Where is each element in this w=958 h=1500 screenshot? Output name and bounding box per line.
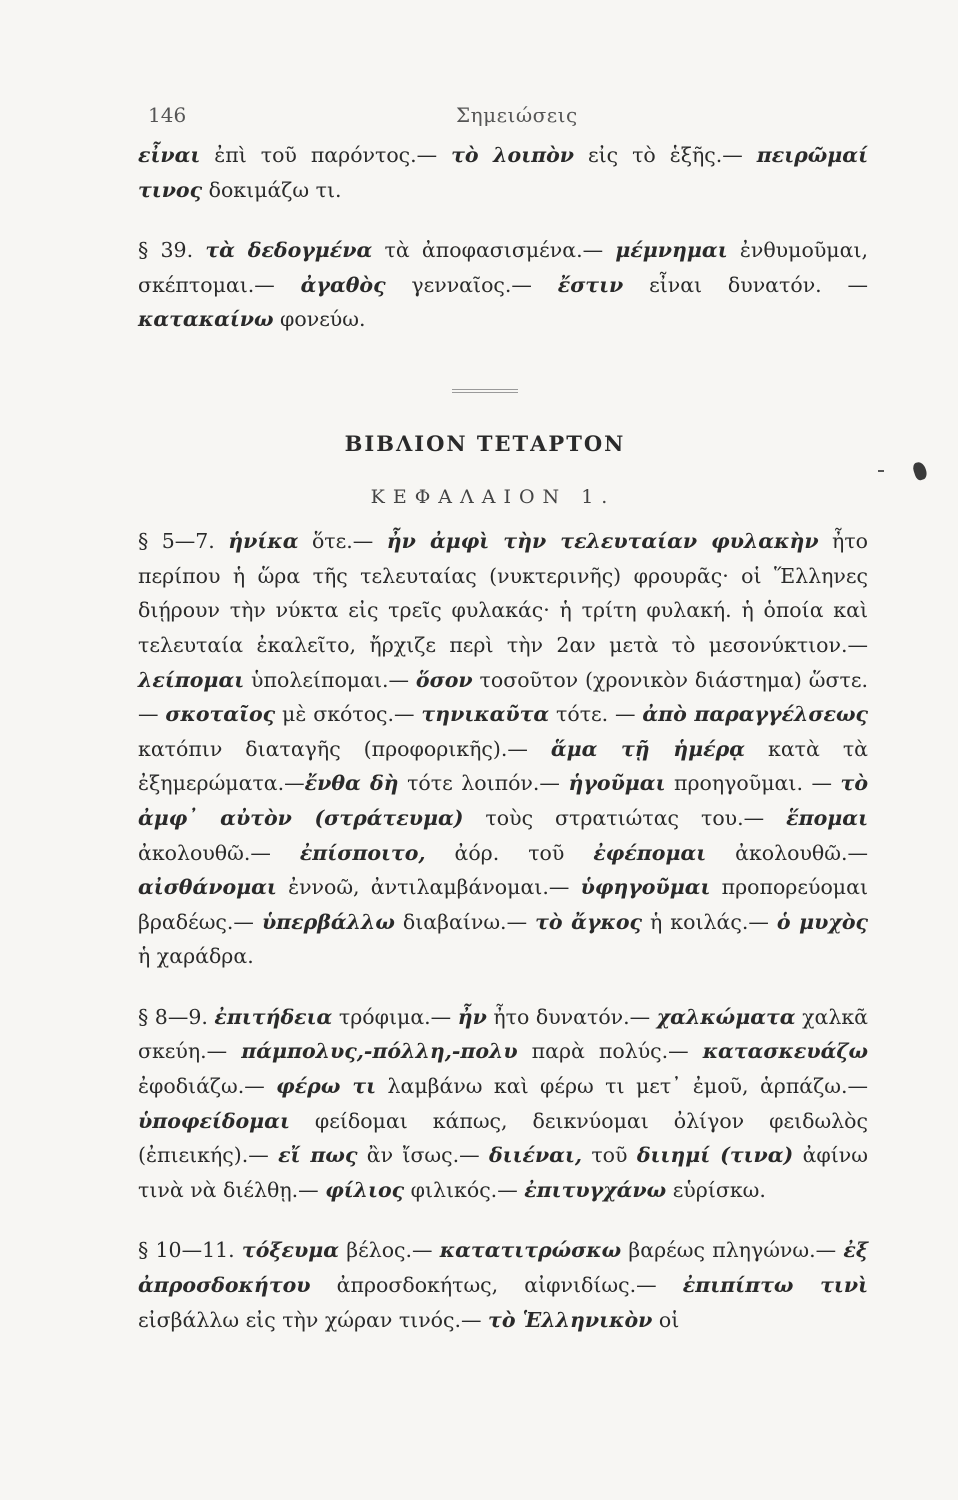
gloss-text: τρόφιμα.— (332, 1004, 458, 1029)
gloss-text: § 5—7. (138, 529, 229, 554)
gloss-text: κατόπιν διαταγῆς (προφορικῆς).— (138, 736, 551, 761)
chapter-title: ΚΕΦΑΛΑΙΟΝ 1. (370, 485, 616, 508)
glossary-term: εἴ πως (278, 1143, 358, 1168)
glossary-term: τόξευμα (241, 1238, 339, 1263)
gloss-text: ἀόρ. τοῦ (425, 840, 594, 865)
gloss-text: τοὺς στρατιώτας του.— (463, 805, 787, 830)
gloss-text: μὲ σκότος.— (275, 702, 422, 727)
glossary-term: ὑφηγοῦμαι (580, 875, 711, 900)
glossary-term: ἅμα τῇ ἡμέρᾳ (550, 736, 746, 761)
running-title: Σημειώσεις (456, 103, 578, 127)
glossary-term: ἀπὸ παραγγέλσεως (642, 702, 868, 727)
page-header (138, 98, 868, 138)
glossary-term: ὅσον (415, 667, 473, 692)
glossary-term: ἐπιτυγχάνω (524, 1177, 667, 1202)
gloss-text: τότε. — (549, 702, 643, 727)
gloss-text: ἐπὶ τοῦ παρόντος.— (200, 143, 452, 167)
ink-dash (878, 470, 884, 472)
gloss-text: παρὰ πολύς.— (517, 1039, 703, 1064)
gloss-text: χαλκᾶ σκεύη.— (138, 1004, 869, 1064)
book-title: ΒΙΒΛΙΟΝ ΤΕΤΑΡΤΟΝ (344, 430, 626, 456)
glossary-term: ἡγοῦμαι (568, 771, 666, 796)
glossary-term: ὑποφείδομαι (138, 1108, 290, 1133)
glossary-term: χαλκώματα (656, 1004, 796, 1029)
gloss-text: εὑρίσκω. (666, 1177, 766, 1202)
glossary-term: φίλιος (325, 1177, 405, 1202)
glossary-term: σκοταῖος (165, 702, 276, 727)
paragraph-section-10-11 (138, 1233, 868, 1337)
gloss-text: ἀκολουθῶ.— (706, 840, 868, 865)
gloss-text: τὰ ἀποφασισμένα.— (372, 238, 616, 263)
gloss-text: δοκιμάζω τι. (202, 177, 342, 202)
glossary-term: φέρω τι (276, 1074, 377, 1099)
gloss-text: βαρέως πληγώνω.— (621, 1238, 844, 1263)
glossary-term: ἀγαθὸς (300, 272, 386, 297)
gloss-text: ἀπροσδοκήτως, αἰφνιδίως.— (310, 1273, 683, 1298)
gloss-text: § 8—9. (138, 1004, 215, 1029)
gloss-text: τότε λοιπόν.— (398, 771, 569, 796)
glossary-term: κατατιτρώσκω (439, 1238, 622, 1263)
glossary-term: αἰσθάνομαι (138, 875, 277, 900)
glossary-term: ἐπίσποιτο, (299, 840, 426, 865)
gloss-text: κατὰ τὰ ἐξημερώματα.— (138, 736, 869, 796)
glossary-term: ἦν ἀμφὶ τὴν τελευταίαν φυλακὴν (386, 529, 819, 554)
gloss-text: § 39. (138, 238, 206, 263)
gloss-text: φείδομαι κάπως, δεικνύομαι ὀλίγον φειδωλὸς (ἐπιεικής).— (138, 1108, 868, 1168)
glossary-term: μέμνημαι (615, 238, 728, 263)
gloss-text: τοσοῦτον (χρονικὸν διάστημα) ὥστε.— (138, 667, 868, 727)
gloss-text: φιλικός.— (404, 1177, 525, 1202)
gloss-text: βέλος.— (339, 1238, 440, 1263)
gloss-text: § 10—11. (138, 1238, 242, 1263)
gloss-text: ἡ χαράδρα. (138, 944, 254, 969)
glossary-term: ἐπιτήδεια (214, 1004, 333, 1029)
gloss-text: τοῦ (582, 1143, 637, 1168)
gloss-text: ἐφοδιάζω.— (138, 1074, 277, 1099)
paragraph-section-39 (138, 233, 868, 337)
gloss-text: διαβαίνω.— (394, 909, 536, 934)
gloss-text: ἀκολουθῶ.— (138, 840, 300, 865)
gloss-text: φονεύω. (273, 307, 366, 332)
section-divider (452, 389, 518, 393)
glossary-term: τὸ Ἑλληνικὸν (488, 1307, 653, 1332)
spacer (138, 974, 868, 1000)
gloss-text: ἐννοῶ, ἀντιλαμβάνομαι.— (276, 875, 581, 900)
glossary-term: πάμπολυς,-πόλλη,-πολυ (241, 1039, 518, 1064)
glossary-term: τὸ ἄγκος (535, 909, 643, 934)
page (138, 98, 868, 1337)
gloss-text: ἐνθυμοῦμαι, σκέπτομαι.— (138, 238, 868, 297)
spacer (138, 207, 868, 233)
gloss-text: ὑπολείπομαι.— (244, 667, 416, 692)
gloss-text: προηγοῦμαι. — (665, 771, 841, 796)
glossary-term: ὑπερβάλλω (261, 909, 395, 934)
gloss-text: εἶναι δυνατόν. — (623, 272, 868, 297)
gloss-text: προπορεύομαι βραδέως.— (138, 875, 868, 934)
glossary-term: διιέναι, (488, 1143, 583, 1168)
glossary-term: ἐφέπομαι (593, 840, 707, 865)
gloss-text: ἡ κοιλάς.— (642, 909, 777, 934)
gloss-text: ὅτε.— (298, 529, 387, 554)
glossary-term: τὸ λοιπὸν (451, 143, 575, 167)
glossary-term: κατακαίνω (138, 307, 274, 332)
glossary-term: διιημί (τινα) (636, 1143, 794, 1168)
gloss-text: λαμβάνω καὶ φέρω τι μετ᾽ ἐμοῦ, ἁρπάζω.— (376, 1074, 868, 1099)
spacer (138, 1207, 868, 1233)
glossary-term: κατασκευάζω (702, 1039, 868, 1064)
glossary-term: εἶναι (138, 143, 201, 167)
gloss-text: εἰσβάλλω εἰς τὴν χώραν τινός.— (138, 1307, 489, 1332)
paragraph-section-5-7 (138, 524, 868, 974)
glossary-term: ὁ μυχὸς (776, 909, 869, 934)
glossary-term: τὰ δεδογμένα (205, 238, 373, 263)
paragraph-section-8-9 (138, 1000, 868, 1208)
glossary-term: ἦν (457, 1004, 487, 1029)
glossary-term: τηνικαῦτα (421, 702, 550, 727)
glossary-term: ἔστιν (557, 272, 624, 297)
gloss-text: ἦτο περίπου ἡ ὥρα τῆς τελευταίας (νυκτερινῆς) φρουρᾶς· οἱ Ἕλληνες διῄρουν τὴν νύκτα εἰς τρεῖς φυλακάς· ἡ τρίτη φυλακή. ἡ ὁποία καὶ τελευταία ἐκαλεῖτο, ἤρχιζε περὶ τὴν 2αν μετὰ τὸ μεσονύκτιον.— (138, 529, 869, 657)
glossary-term: ἐπιπίπτω τινὶ (682, 1273, 868, 1298)
glossary-term: ἐξ ἀπροσδοκήτου (138, 1238, 868, 1298)
glossary-term: τὸ ἀμφ᾽ αὐτὸν (στράτευμα) (138, 771, 868, 830)
gloss-text: γενναῖος.— (385, 272, 558, 297)
glossary-term: ἡνίκα (228, 529, 299, 554)
glossary-term: ἔνθα δὴ (304, 771, 399, 796)
paragraph-continuation (138, 138, 868, 207)
glossary-term: πειρῶμαί τινος (138, 143, 868, 202)
gloss-text: ἀφίνω τινὰ νὰ διέλθῃ.— (138, 1143, 868, 1202)
gloss-text: ἂν ἴσως.— (357, 1143, 489, 1168)
gloss-text: ἦτο δυνατόν.— (486, 1004, 657, 1029)
gloss-text: εἰς τὸ ἑξῆς.— (574, 143, 757, 167)
gloss-text: οἱ (652, 1307, 680, 1332)
glossary-term: λείπομαι (138, 667, 245, 692)
ink-blot (912, 461, 929, 482)
page-number: 146 (148, 103, 187, 127)
glossary-term: ἕπομαι (786, 805, 868, 830)
